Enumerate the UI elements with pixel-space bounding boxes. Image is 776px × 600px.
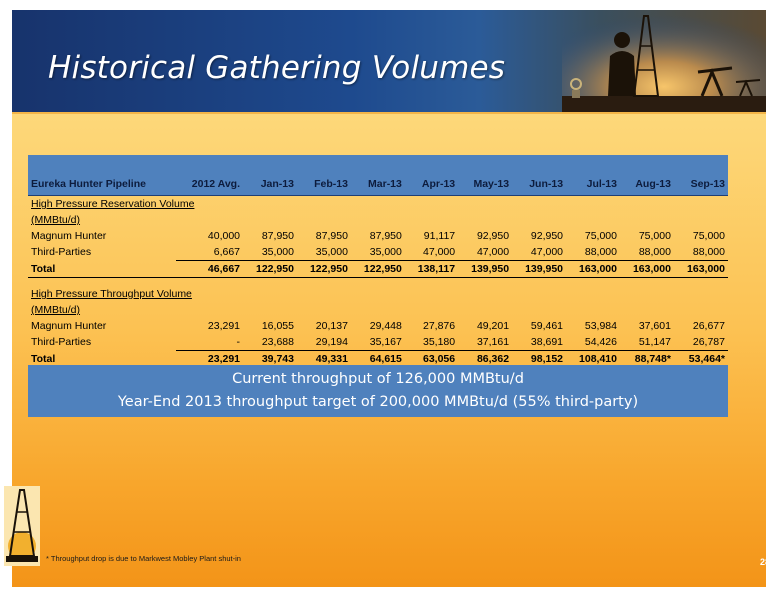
column-header: Jul-13 bbox=[566, 173, 620, 196]
cell: 88,000 bbox=[674, 244, 728, 261]
oilfield-photo bbox=[562, 10, 766, 112]
section-title: High Pressure Reservation Volume bbox=[31, 198, 195, 210]
section-unit: (MMBtu/d) bbox=[31, 304, 81, 316]
cell: 35,000 bbox=[351, 244, 405, 261]
column-header: Aug-13 bbox=[620, 173, 674, 196]
cell: 49,331 bbox=[297, 351, 351, 368]
cell: 26,677 bbox=[692, 320, 725, 332]
cell: 38,691 bbox=[512, 334, 566, 351]
cell: 37,601 bbox=[638, 320, 671, 332]
page-number: 28 bbox=[759, 557, 770, 567]
cell: 49,201 bbox=[476, 320, 510, 332]
cell: 139,950 bbox=[458, 261, 512, 278]
cell: 37,161 bbox=[458, 334, 512, 351]
cell: 122,950 bbox=[351, 261, 405, 278]
callout-line-current: Current throughput of 126,000 MMBtu/d bbox=[232, 371, 524, 387]
cell: 16,055 bbox=[261, 320, 294, 332]
cell: 63,056 bbox=[405, 351, 458, 368]
cell: 87,950 bbox=[369, 230, 402, 242]
cell: 138,117 bbox=[405, 261, 458, 278]
cell: 122,950 bbox=[243, 261, 297, 278]
cell: 35,000 bbox=[297, 244, 351, 261]
table-row bbox=[28, 228, 728, 244]
table-header-band bbox=[28, 155, 728, 173]
cell: 59,461 bbox=[530, 320, 564, 332]
column-header: 2012 Avg. bbox=[176, 173, 243, 196]
table-row bbox=[28, 334, 728, 351]
header-band bbox=[12, 10, 766, 112]
cell: 53,984 bbox=[584, 320, 617, 332]
cell: 29,194 bbox=[297, 334, 351, 351]
column-header: Eureka Hunter Pipeline bbox=[28, 173, 176, 196]
cell: 35,167 bbox=[351, 334, 405, 351]
cell: 51,147 bbox=[620, 334, 674, 351]
section-title-row bbox=[28, 196, 728, 213]
cell: 98,152 bbox=[512, 351, 566, 368]
cell: 92,950 bbox=[476, 230, 510, 242]
cell: 87,950 bbox=[315, 230, 348, 242]
column-header: Mar-13 bbox=[351, 173, 405, 196]
cell: 86,362 bbox=[458, 351, 512, 368]
section-title: High Pressure Throughput Volume bbox=[31, 288, 192, 300]
cell: 35,000 bbox=[243, 244, 297, 261]
cell: 46,667 bbox=[176, 261, 243, 278]
cell: 75,000 bbox=[638, 230, 671, 242]
cell: 88,000 bbox=[620, 244, 674, 261]
column-header: Sep-13 bbox=[674, 173, 728, 196]
cell: 29,448 bbox=[369, 320, 402, 332]
cell: 108,410 bbox=[566, 351, 620, 368]
cell: 27,876 bbox=[423, 320, 456, 332]
cell: 139,950 bbox=[512, 261, 566, 278]
column-header: Jan-13 bbox=[243, 173, 297, 196]
cell: 163,000 bbox=[620, 261, 674, 278]
row-label: Total bbox=[28, 261, 176, 278]
cell: 88,748* bbox=[620, 351, 674, 368]
header-divider bbox=[12, 112, 766, 114]
cell: - bbox=[176, 334, 243, 351]
derrick-logo-icon bbox=[4, 486, 40, 566]
total-row bbox=[28, 261, 728, 278]
slide-title: Historical Gathering Volumes bbox=[48, 50, 506, 86]
cell: 53,464* bbox=[674, 351, 728, 368]
cell: 92,950 bbox=[530, 230, 564, 242]
cell: 35,180 bbox=[405, 334, 458, 351]
cell: 40,000 bbox=[207, 230, 241, 242]
cell: 54,426 bbox=[566, 334, 620, 351]
cell: 20,137 bbox=[315, 320, 348, 332]
row-label: Magnum Hunter bbox=[31, 230, 107, 242]
cell: 47,000 bbox=[458, 244, 512, 261]
cell: 47,000 bbox=[512, 244, 566, 261]
footnote: * Throughput drop is due to Markwest Mobley Plant shut-in bbox=[46, 554, 241, 563]
callout-line-target: Year-End 2013 throughput target of 200,000 MMBtu/d (55% third-party) bbox=[117, 394, 639, 410]
section-title-row bbox=[28, 212, 728, 228]
cell: 75,000 bbox=[584, 230, 617, 242]
cell: 122,950 bbox=[297, 261, 351, 278]
section-unit: (MMBtu/d) bbox=[31, 214, 81, 226]
table-row bbox=[28, 244, 728, 261]
row-label: Third-Parties bbox=[31, 246, 92, 259]
row-label: Total bbox=[28, 351, 176, 368]
cell: 23,291 bbox=[176, 351, 243, 368]
cell: 39,743 bbox=[243, 351, 297, 368]
cell: 91,117 bbox=[423, 230, 456, 242]
column-header: Jun-13 bbox=[512, 173, 566, 196]
cell: 23,291 bbox=[207, 320, 241, 332]
cell: 47,000 bbox=[405, 244, 458, 261]
cell: 23,688 bbox=[243, 334, 297, 351]
cell: 6,667 bbox=[176, 244, 243, 261]
cell: 26,787 bbox=[674, 334, 728, 351]
gathering-volumes-table bbox=[28, 155, 728, 368]
cell: 87,950 bbox=[261, 230, 294, 242]
row-label: Magnum Hunter bbox=[31, 320, 107, 332]
cell: 75,000 bbox=[692, 230, 725, 242]
cell: 163,000 bbox=[566, 261, 620, 278]
column-header: Apr-13 bbox=[405, 173, 458, 196]
cell: 88,000 bbox=[566, 244, 620, 261]
throughput-callout bbox=[28, 365, 728, 417]
cell: 163,000 bbox=[674, 261, 728, 278]
section-title-row bbox=[28, 302, 728, 318]
section-title-row bbox=[28, 286, 728, 302]
spacer-row bbox=[28, 278, 728, 287]
column-header: Feb-13 bbox=[297, 173, 351, 196]
table-row bbox=[28, 318, 728, 334]
row-label: Third-Parties bbox=[31, 336, 92, 349]
column-header: May-13 bbox=[458, 173, 512, 196]
cell: 64,615 bbox=[351, 351, 405, 368]
table-header-row bbox=[28, 173, 728, 196]
